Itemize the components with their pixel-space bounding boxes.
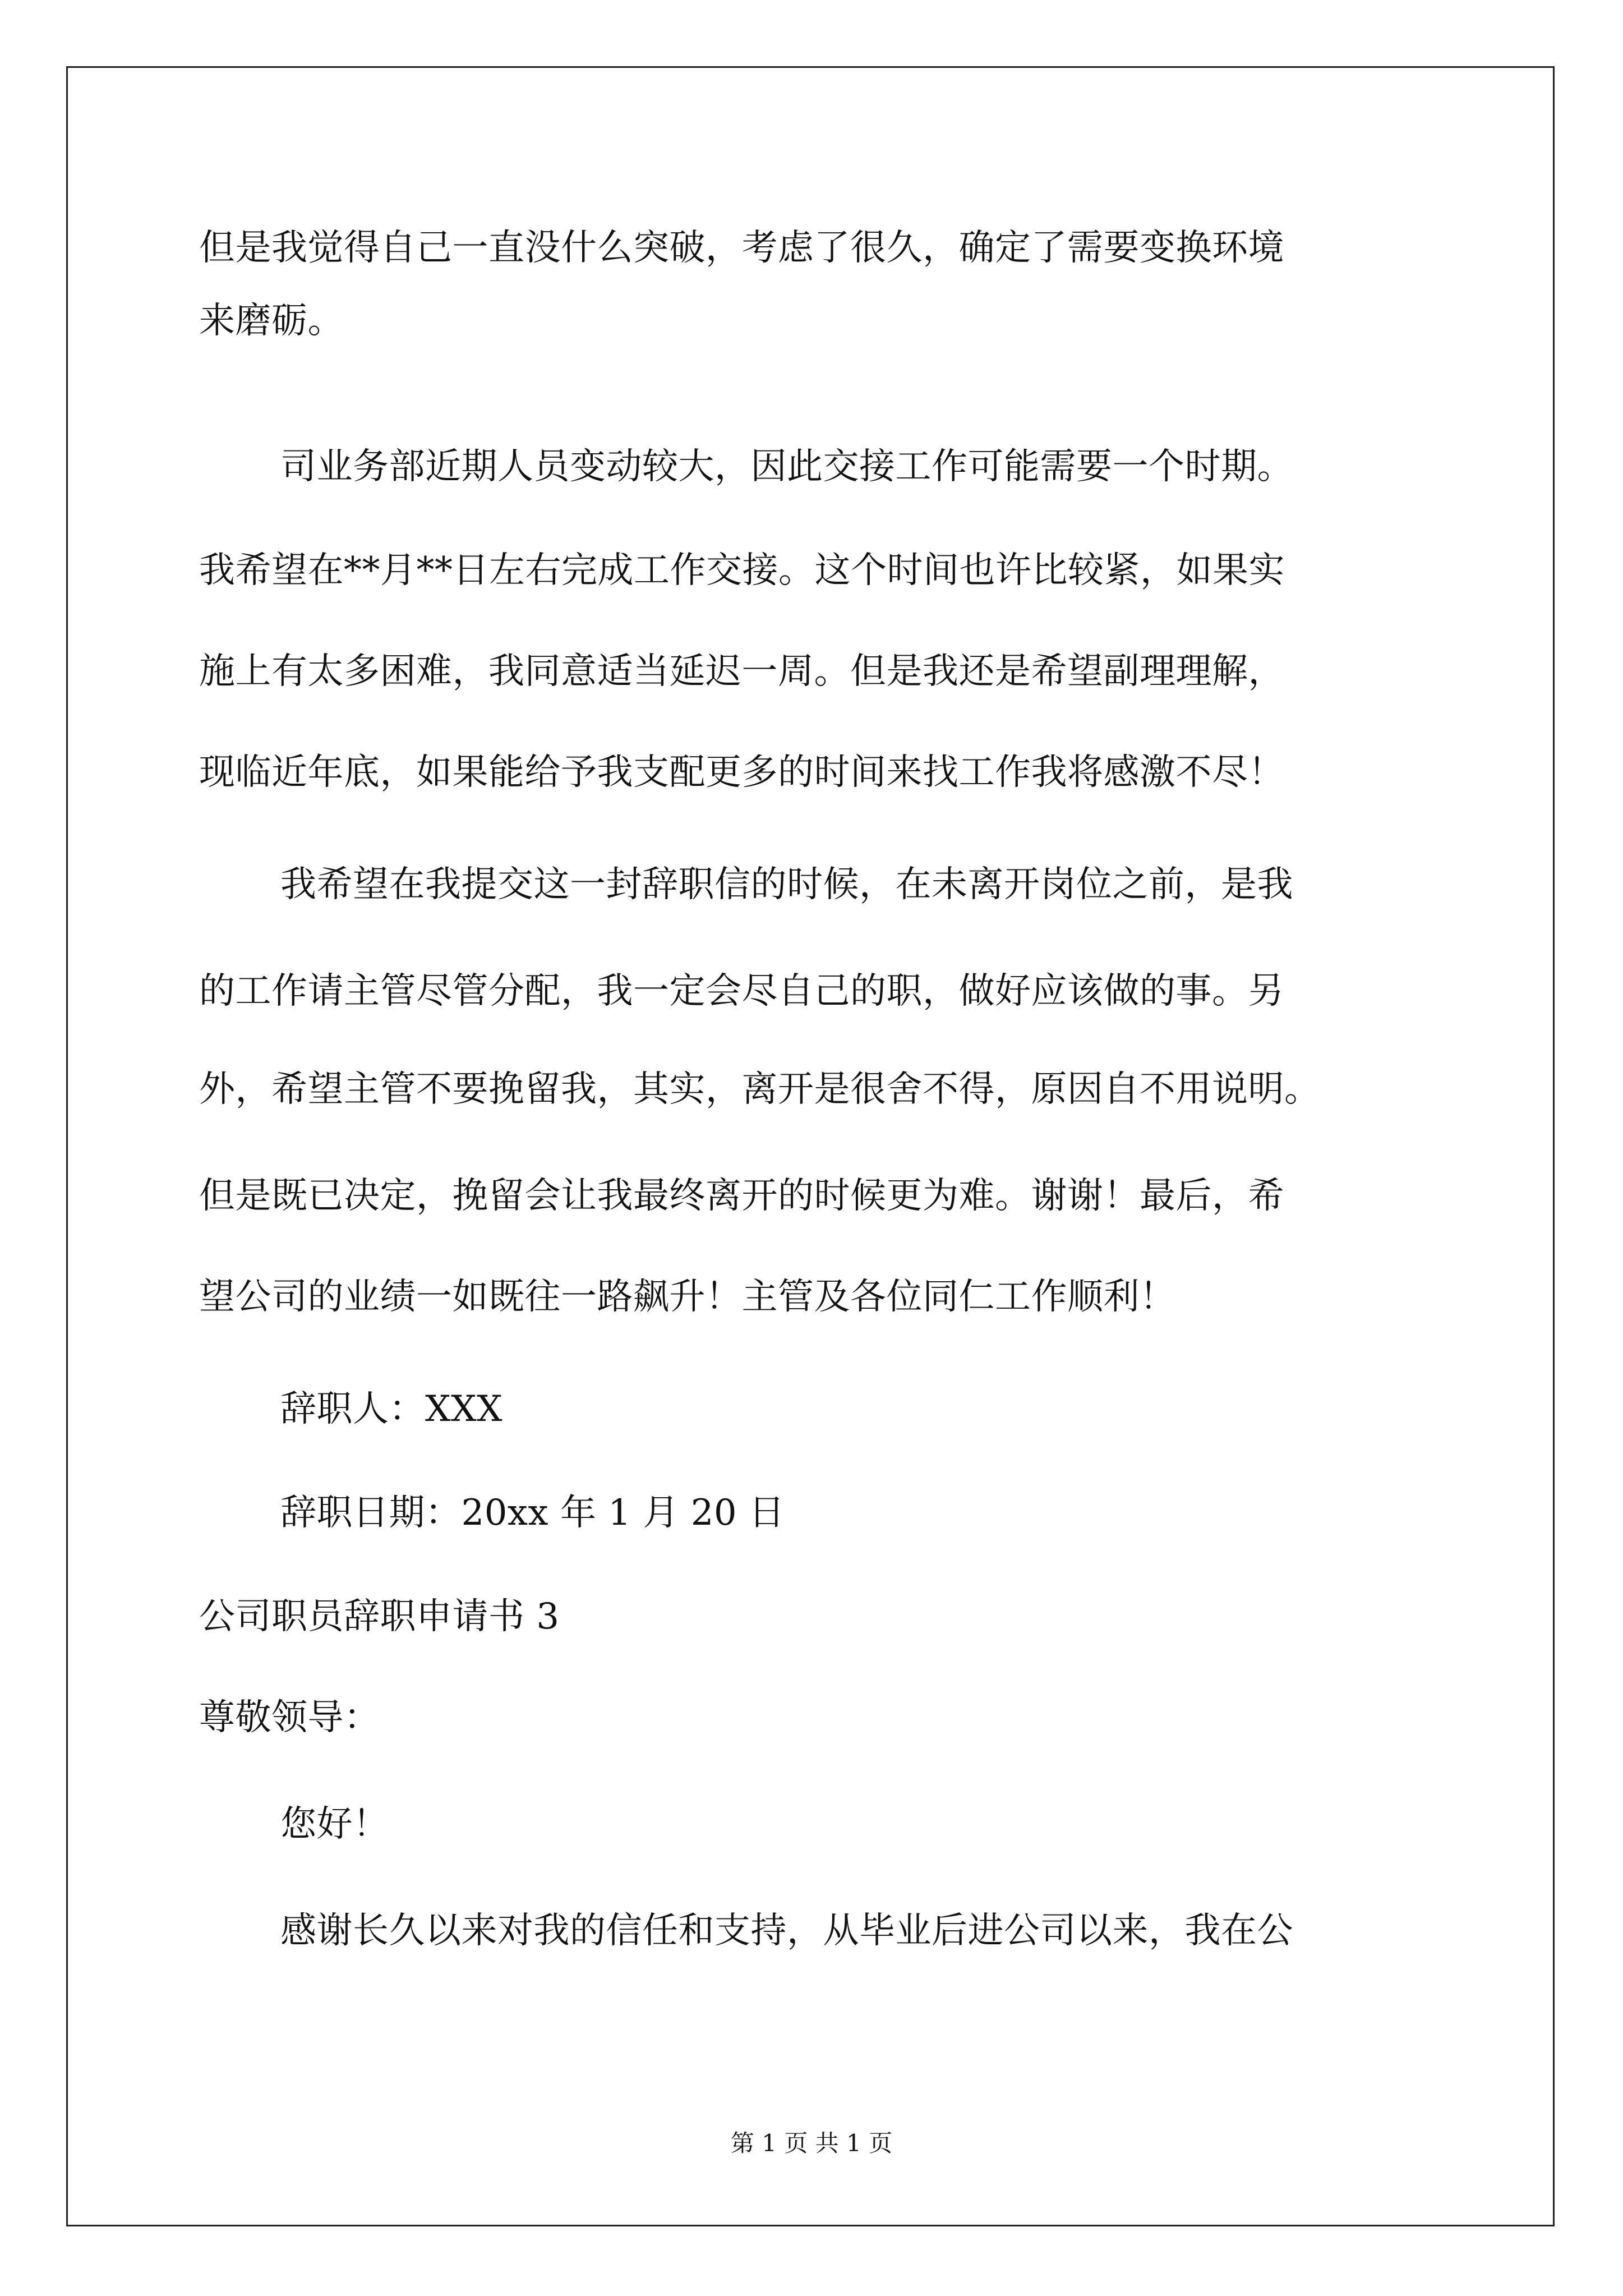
page-frame — [66, 66, 1555, 2226]
paragraph-line: 但是既已决定，挽留会让我最终离开的时候更为难。谢谢！最后，希 — [199, 1175, 1284, 1217]
paragraph-line: 现临近年底，如果能给予我支配更多的时间来找工作我将感激不尽！ — [199, 752, 1284, 793]
paragraph-line: 外，希望主管不要挽留我，其实，离开是很舍不得，原因自不用说明。 — [199, 1069, 1321, 1110]
page-footer: 第 1 页 共 1 页 — [730, 2129, 893, 2157]
date-line: 辞职日期：20xx 年 1 月 20 日 — [280, 1492, 785, 1534]
signature-line: 辞职人：XXX — [280, 1388, 503, 1430]
paragraph-line: 的工作请主管尽管分配，我一定会尽自己的职，做好应该做的事。另 — [199, 970, 1284, 1012]
paragraph-line: 来磨砺。 — [199, 300, 344, 342]
paragraph-line: 感谢长久以来对我的信任和支持，从毕业后进公司以来，我在公 — [280, 1910, 1293, 1952]
greeting: 您好！ — [280, 1803, 389, 1845]
paragraph-line: 司业务部近期人员变动较大，因此交接工作可能需要一个时期。 — [280, 446, 1293, 487]
section-title: 公司职员辞职申请书 3 — [199, 1596, 560, 1637]
paragraph-line: 施上有太多困难，我同意适当延迟一周。但是我还是希望副理理解， — [199, 651, 1284, 692]
paragraph-line: 我希望在**月**日左右完成工作交接。这个时间也许比较紧，如果实 — [199, 550, 1285, 591]
paragraph-line: 望公司的业绩一如既往一路飙升！主管及各位同仁工作顺利！ — [199, 1276, 1176, 1318]
salutation: 尊敬领导： — [199, 1697, 380, 1738]
paragraph-line: 我希望在我提交这一封辞职信的时候，在未离开岗位之前，是我 — [280, 864, 1293, 905]
paragraph-line: 但是我觉得自己一直没什么突破，考虑了很久，确定了需要变换环境 — [199, 227, 1284, 269]
